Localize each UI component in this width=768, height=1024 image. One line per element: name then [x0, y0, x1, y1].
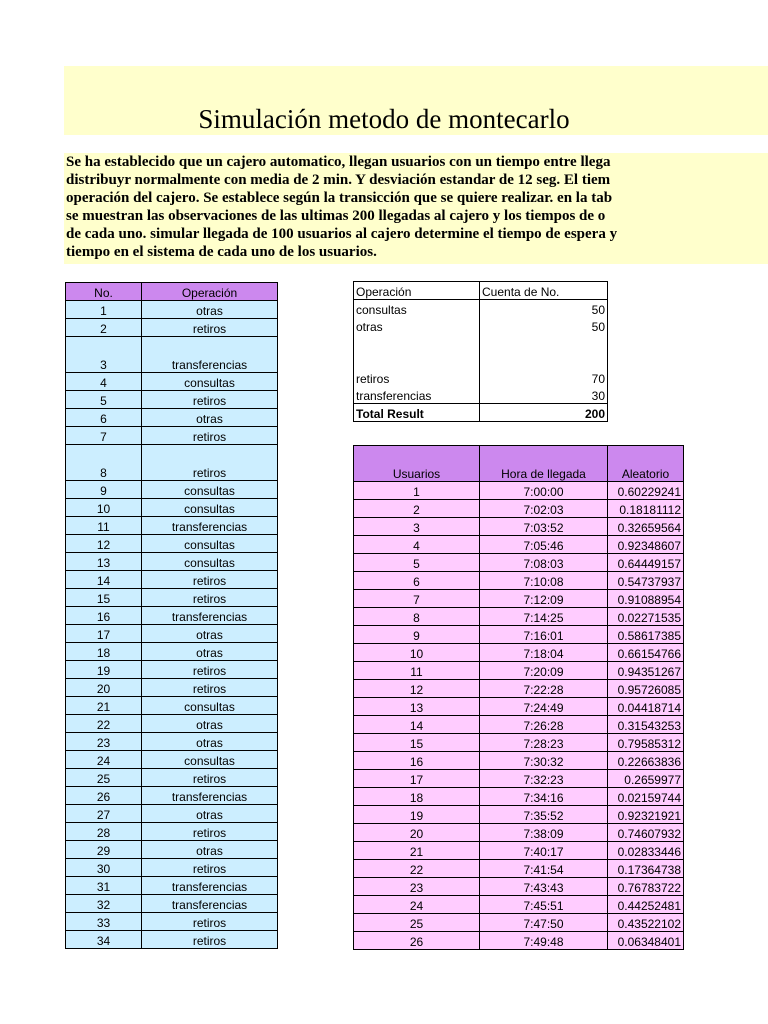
table-cell[interactable]: consultas	[142, 535, 278, 553]
table-row	[66, 337, 278, 373]
description-line: distribuyr normalmente con media de 2 min. Y desviación estandar de 12 seg. El tiem	[66, 172, 611, 188]
table-row	[66, 301, 278, 319]
table-cell[interactable]: 23	[354, 878, 480, 896]
table-cell[interactable]: otras	[354, 317, 480, 334]
table-cell[interactable]: 0.44252481	[608, 896, 684, 914]
table-row	[354, 590, 684, 608]
table-cell[interactable]: 0.58617385	[608, 626, 684, 644]
table-row	[66, 481, 278, 499]
table-cell[interactable]: otras	[142, 643, 278, 661]
table-row	[354, 500, 684, 518]
table-cell[interactable]: 7:05:46	[480, 536, 608, 554]
table-row	[66, 805, 278, 823]
table-cell[interactable]: 7:03:52	[480, 518, 608, 536]
table-cell[interactable]: 14	[354, 716, 480, 734]
table-cell[interactable]: 9	[66, 481, 142, 499]
table-cell[interactable]: otras	[142, 841, 278, 859]
table-row	[354, 770, 684, 788]
column-header: Usuarios	[354, 446, 480, 482]
table-row	[354, 734, 684, 752]
table-cell[interactable]: 26	[66, 787, 142, 805]
table-cell[interactable]: 3	[354, 518, 480, 536]
column-header: Hora de llegada	[480, 446, 608, 482]
table-row	[66, 319, 278, 337]
table-row	[354, 300, 608, 318]
column-header: Operación	[354, 282, 480, 300]
table-row	[66, 445, 278, 481]
table-cell[interactable]: retiros	[142, 913, 278, 931]
table-cell[interactable]: 17	[354, 770, 480, 788]
arrivals-table	[353, 445, 684, 950]
table-cell[interactable]: 5	[66, 391, 142, 409]
page-title: Simulación metodo de montecarlo	[198, 104, 570, 134]
table-row	[354, 554, 684, 572]
table-cell[interactable]: 50	[480, 317, 608, 334]
table-row	[354, 752, 684, 770]
table-cell[interactable]: 7:40:17	[480, 842, 608, 860]
description-line: tiempo en el sistema de cada uno de los usuarios.	[66, 244, 377, 260]
table-cell[interactable]: 32	[66, 895, 142, 913]
table-cell[interactable]: retiros	[142, 661, 278, 679]
table-cell[interactable]: 0.74607932	[608, 824, 684, 842]
table-row	[66, 859, 278, 877]
table-cell[interactable]: 2	[66, 319, 142, 337]
table-cell[interactable]: otras	[142, 805, 278, 823]
table-cell[interactable]: 0.60229241	[608, 482, 684, 500]
table-row	[354, 536, 684, 554]
table-row	[66, 517, 278, 535]
table-row	[354, 842, 684, 860]
table-cell[interactable]: 7:28:23	[480, 734, 608, 752]
description-line: se muestran las observaciones de las ultimas 200 llegadas al cajero y los tiempos de o	[66, 208, 606, 224]
table-cell[interactable]: 0.17364738	[608, 860, 684, 878]
table-cell[interactable]: 0.02833446	[608, 842, 684, 860]
table-cell[interactable]: 7:43:43	[480, 878, 608, 896]
table-cell[interactable]: transferencias	[354, 386, 480, 404]
table-cell[interactable]: 0.79585312	[608, 734, 684, 752]
table-row	[66, 553, 278, 571]
table-cell[interactable]: 0.76783722	[608, 878, 684, 896]
table-cell[interactable]: retiros	[142, 823, 278, 841]
table-row	[354, 626, 684, 644]
table-cell[interactable]: 7:49:48	[480, 932, 608, 950]
table-row	[66, 697, 278, 715]
table-row	[66, 877, 278, 895]
table-cell[interactable]: transferencias	[142, 517, 278, 535]
description-line: Se ha establecido que un cajero automatico, llegan usuarios con un tiempo entre llega	[66, 154, 611, 170]
table-cell[interactable]: 34	[66, 931, 142, 949]
table-cell[interactable]: 0.2659977	[608, 770, 684, 788]
table-cell[interactable]: 7:45:51	[480, 896, 608, 914]
table-cell[interactable]: 17	[66, 625, 142, 643]
table-row	[66, 391, 278, 409]
table-cell[interactable]: 24	[66, 751, 142, 769]
table-cell[interactable]: 7:41:54	[480, 860, 608, 878]
table-cell[interactable]: 7	[354, 590, 480, 608]
table-row	[354, 680, 684, 698]
table-row	[66, 823, 278, 841]
table-cell[interactable]: 15	[354, 734, 480, 752]
table-cell[interactable]: 7:34:16	[480, 788, 608, 806]
table-cell[interactable]: retiros	[142, 391, 278, 409]
table-cell[interactable]: 21	[354, 842, 480, 860]
table-cell[interactable]: consultas	[142, 481, 278, 499]
table-cell[interactable]: 28	[66, 823, 142, 841]
column-header: Aleatorio	[608, 446, 684, 482]
table-cell[interactable]: 7:30:32	[480, 752, 608, 770]
table-cell[interactable]: 16	[66, 607, 142, 625]
table-cell[interactable]: 13	[354, 698, 480, 716]
table-cell[interactable]: 0.06348401	[608, 932, 684, 950]
table-cell[interactable]: 0.92321921	[608, 806, 684, 824]
table-row	[66, 913, 278, 931]
table-header-row	[66, 283, 278, 301]
table-cell[interactable]: 7:20:09	[480, 662, 608, 680]
table-row	[354, 932, 684, 950]
table-cell[interactable]: 11	[354, 662, 480, 680]
description-block	[64, 153, 768, 264]
table-cell[interactable]: transferencias	[142, 877, 278, 895]
table-header-row	[354, 446, 684, 482]
table-cell[interactable]: 0.22663836	[608, 752, 684, 770]
table-cell[interactable]: 22	[66, 715, 142, 733]
table-cell[interactable]: transferencias	[142, 787, 278, 805]
table-cell[interactable]: 12	[354, 680, 480, 698]
table-cell[interactable]: 7:14:25	[480, 608, 608, 626]
table-row	[354, 482, 684, 500]
table-cell[interactable]: 5	[354, 554, 480, 572]
table-cell[interactable]: 8	[66, 445, 142, 481]
column-header: Cuenta de No.	[480, 282, 608, 300]
table-cell[interactable]: 29	[66, 841, 142, 859]
table-row	[66, 409, 278, 427]
column-header: No.	[66, 283, 142, 301]
table-cell[interactable]: 24	[354, 896, 480, 914]
table-cell[interactable]: transferencias	[142, 895, 278, 913]
table-cell[interactable]: 7:26:28	[480, 716, 608, 734]
table-row	[354, 518, 684, 536]
table-row	[354, 572, 684, 590]
table-cell[interactable]: otras	[142, 301, 278, 319]
table-cell[interactable]: 7:47:50	[480, 914, 608, 932]
table-cell[interactable]: 4	[354, 536, 480, 554]
table-cell[interactable]: 0.32659564	[608, 518, 684, 536]
table-cell[interactable]: 19	[66, 661, 142, 679]
table-row	[66, 499, 278, 517]
table-cell[interactable]: 7:12:09	[480, 590, 608, 608]
table-cell[interactable]: consultas	[142, 751, 278, 769]
table-row	[66, 895, 278, 913]
table-cell[interactable]: 0.64449157	[608, 554, 684, 572]
table-header-row	[354, 282, 608, 300]
table-cell[interactable]: 10	[66, 499, 142, 517]
table-cell[interactable]: 19	[354, 806, 480, 824]
table-cell[interactable]: 0.66154766	[608, 644, 684, 662]
table-cell[interactable]: retiros	[142, 859, 278, 877]
pivot-table	[353, 281, 608, 422]
table-cell[interactable]: retiros	[142, 931, 278, 949]
table-cell[interactable]: 7:02:03	[480, 500, 608, 518]
table-row	[354, 824, 684, 842]
table-cell[interactable]: 15	[66, 589, 142, 607]
table-cell[interactable]: 30	[480, 386, 608, 404]
total-row	[354, 404, 608, 422]
table-row	[66, 787, 278, 805]
table-cell[interactable]: 22	[354, 860, 480, 878]
table-cell[interactable]: 12	[66, 535, 142, 553]
table-cell[interactable]: 7:24:49	[480, 698, 608, 716]
table-cell[interactable]: 31	[66, 877, 142, 895]
table-cell[interactable]: otras	[142, 625, 278, 643]
table-cell[interactable]: 4	[66, 373, 142, 391]
table-cell[interactable]: otras	[142, 715, 278, 733]
table-cell[interactable]: 7:00:00	[480, 482, 608, 500]
table-cell[interactable]: 9	[354, 626, 480, 644]
table-cell[interactable]: 0.95726085	[608, 680, 684, 698]
table-cell[interactable]: 33	[66, 913, 142, 931]
table-row	[354, 608, 684, 626]
table-cell[interactable]: 27	[66, 805, 142, 823]
table-cell[interactable]: 7	[66, 427, 142, 445]
table-cell[interactable]: transferencias	[142, 607, 278, 625]
table-cell[interactable]: 0.31543253	[608, 716, 684, 734]
table-row	[354, 806, 684, 824]
table-row	[66, 769, 278, 787]
table-cell[interactable]: 7:16:01	[480, 626, 608, 644]
table-row	[66, 643, 278, 661]
table-cell[interactable]: 1	[66, 301, 142, 319]
table-cell[interactable]: 18	[66, 643, 142, 661]
table-cell[interactable]: retiros	[354, 369, 480, 386]
table-cell[interactable]: consultas	[142, 697, 278, 715]
table-row	[66, 373, 278, 391]
table-row	[354, 860, 684, 878]
table-cell[interactable]: 30	[66, 859, 142, 877]
table-row	[66, 535, 278, 553]
table-row	[66, 733, 278, 751]
table-cell[interactable]: 7:32:23	[480, 770, 608, 788]
table-cell[interactable]: 8	[354, 608, 480, 626]
table-row	[354, 317, 608, 334]
table-row	[66, 427, 278, 445]
table-cell[interactable]: 70	[480, 369, 608, 386]
table-cell[interactable]: consultas	[354, 300, 480, 318]
table-row	[354, 878, 684, 896]
table-row	[354, 788, 684, 806]
table-cell[interactable]: 0.43522102	[608, 914, 684, 932]
table-cell[interactable]: 11	[66, 517, 142, 535]
table-cell[interactable]: 7:18:04	[480, 644, 608, 662]
table-row	[66, 679, 278, 697]
table-row	[354, 644, 684, 662]
table-cell[interactable]: 1	[354, 482, 480, 500]
table-row	[66, 607, 278, 625]
table-row	[354, 386, 608, 404]
table-row	[66, 625, 278, 643]
total-value: 200	[480, 404, 608, 422]
table-cell[interactable]: 2	[354, 500, 480, 518]
table-cell[interactable]: 25	[66, 769, 142, 787]
table-cell[interactable]: retiros	[142, 319, 278, 337]
table-cell[interactable]: 0.94351267	[608, 662, 684, 680]
table-cell[interactable]	[354, 334, 480, 369]
description-line: operación del cajero. Se establece según la transicción que se quiere realizar. en la tab	[66, 190, 613, 206]
table-cell[interactable]: consultas	[142, 553, 278, 571]
table-cell[interactable]: consultas	[142, 373, 278, 391]
table-cell[interactable]: 26	[354, 932, 480, 950]
table-cell[interactable]: consultas	[142, 499, 278, 517]
table-cell[interactable]: 7:08:03	[480, 554, 608, 572]
table-cell[interactable]: retiros	[142, 769, 278, 787]
table-cell[interactable]: 0.91088954	[608, 590, 684, 608]
table-cell[interactable]: 0.02159744	[608, 788, 684, 806]
table-cell[interactable]: 14	[66, 571, 142, 589]
table-cell[interactable]: otras	[142, 409, 278, 427]
table-cell[interactable]	[480, 334, 608, 369]
table-row	[354, 716, 684, 734]
table-cell[interactable]: 7:10:08	[480, 572, 608, 590]
table-cell[interactable]: 3	[66, 337, 142, 373]
table-row	[354, 369, 608, 386]
table-cell[interactable]: 13	[66, 553, 142, 571]
table-row	[66, 931, 278, 949]
table-cell[interactable]: 6	[66, 409, 142, 427]
table-row	[66, 841, 278, 859]
table-row	[66, 661, 278, 679]
table-row	[354, 698, 684, 716]
total-label: Total Result	[354, 404, 480, 422]
table-cell[interactable]: retiros	[142, 445, 278, 481]
table-cell[interactable]: 0.18181112	[608, 500, 684, 518]
table-cell[interactable]: 18	[354, 788, 480, 806]
table-cell[interactable]: retiros	[142, 589, 278, 607]
table-cell[interactable]: 7:38:09	[480, 824, 608, 842]
table-cell[interactable]: 7:22:28	[480, 680, 608, 698]
table-cell[interactable]: 0.02271535	[608, 608, 684, 626]
table-row	[66, 571, 278, 589]
table-row	[66, 589, 278, 607]
table-row	[354, 334, 608, 369]
table-cell[interactable]: 7:35:52	[480, 806, 608, 824]
table-cell[interactable]: retiros	[142, 427, 278, 445]
table-cell[interactable]: 16	[354, 752, 480, 770]
table-cell[interactable]: 50	[480, 300, 608, 318]
table-row	[354, 914, 684, 932]
table-row	[66, 715, 278, 733]
column-header: Operación	[142, 283, 278, 301]
table-row	[66, 751, 278, 769]
description-line: de cada uno. simular llegada de 100 usuarios al cajero determine el tiempo de espera y	[66, 226, 618, 242]
table-cell[interactable]: otras	[142, 733, 278, 751]
table-cell[interactable]: 0.92348607	[608, 536, 684, 554]
table-cell[interactable]: 25	[354, 914, 480, 932]
table-cell[interactable]: 0.04418714	[608, 698, 684, 716]
table-cell[interactable]: 6	[354, 572, 480, 590]
table-cell[interactable]: 20	[66, 679, 142, 697]
operations-table	[65, 282, 278, 949]
table-cell[interactable]: 20	[354, 824, 480, 842]
table-cell[interactable]: retiros	[142, 571, 278, 589]
table-cell[interactable]: 23	[66, 733, 142, 751]
table-cell[interactable]: 0.54737937	[608, 572, 684, 590]
table-cell[interactable]: 21	[66, 697, 142, 715]
table-row	[354, 662, 684, 680]
table-cell[interactable]: transferencias	[142, 337, 278, 373]
table-cell[interactable]: retiros	[142, 679, 278, 697]
table-row	[354, 896, 684, 914]
table-cell[interactable]: 10	[354, 644, 480, 662]
